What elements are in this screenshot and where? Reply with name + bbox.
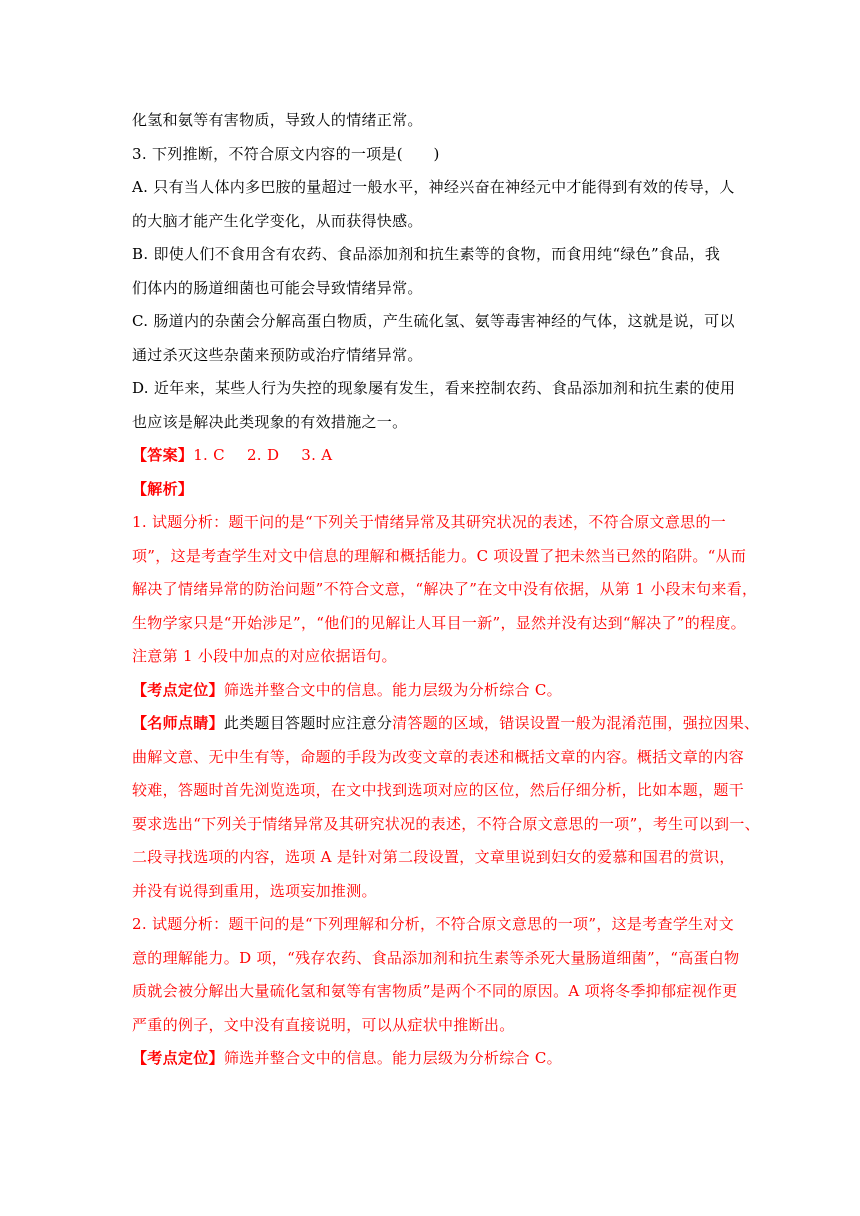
answer-tag: 【答案】 (132, 446, 194, 464)
teacher-tip-line-3: 较难，答题时首先浏览选项，在文中找到选项对应的区位，然后仔细分析，比如本题，题干 (132, 781, 745, 799)
teacher-tip-line-1 (132, 707, 760, 741)
analysis-1-line-5: 注意第 1 小段中加点的对应依据语句。 (132, 647, 397, 665)
question-3: 3. 下列推断，不符合原文内容的一项是( ) (132, 144, 440, 163)
key-point-2-tag: 【考点定位】 (132, 1049, 224, 1067)
teacher-tip-line-6: 并没有说得到重用，选项妄加推测。 (132, 881, 377, 900)
text-line: 化氢和氨等有害物质，导致人的情绪正常。 (132, 111, 423, 129)
option-a-line-2: 的大脑才能产生化学变化，从而获得快感。 (132, 211, 423, 230)
answer-2: 2. D (246, 446, 280, 464)
analysis-1-line-1: 1. 试题分析：题干问的是“下列关于情绪异常及其研究状况的表述，不符合原文意思的一 (132, 513, 727, 531)
option-a-line-1: A. 只有当人体内多巴胺的量超过一般水平，神经兴奋在神经元中才能得到有效的传导，人 (132, 178, 735, 196)
teacher-tip-red-text: 清答题的区域，错误设置一般为混淆范围，强拉因果、 (392, 714, 760, 732)
analysis-1-line-4: 生物学家只是“开始涉足”，“他们的见解让人耳目一新”，显然并没有达到“解决了”的程度。 (132, 613, 746, 632)
analysis-1-line-2: 项”，这是考查学生对文中信息的理解和概括能力。C 项设置了把未然当已然的陷阱。“从而 (132, 546, 747, 565)
analysis-2-line-2: 意的理解能力。D 项，“残存农药、食品添加剂和抗生素等杀死大量肠道细菌”，“高蛋白物 (132, 948, 740, 967)
teacher-tip-tag: 【名师点睛】 (132, 714, 224, 732)
analysis-2-line-4: 严重的例子，文中没有直接说明，可以从症状中推断出。 (132, 1015, 515, 1034)
key-point-1 (132, 674, 728, 708)
teacher-tip-line-5: 二段寻找选项的内容，选项 A 是针对第二段设置，文章里说到妇女的爱慕和国君的赏识， (132, 848, 735, 866)
answer-1: 1. C (193, 446, 225, 464)
key-point-2-text: 筛选并整合文中的信息。能力层级为分析综合 C。 (223, 1049, 562, 1067)
teacher-tip-black-text: 此类题目答题时应注意分 (223, 714, 393, 732)
analysis-2-line-1: 2. 试题分析：题干问的是“下列理解和分析，不符合原文意思的一项”，这是考查学生对文 (132, 915, 735, 933)
analysis-2-line-3: 质就会被分解出大量硫化氢和氨等有害物质”是两个不同的原因。A 项将冬季抑郁症视作更 (132, 982, 738, 1000)
answer-3: 3. A (301, 446, 333, 464)
option-d-line-1: D. 近年来，某些人行为失控的现象屡有发生，看来控制农药、食品添加剂和抗生素的使用 (132, 379, 736, 397)
analysis-tag: 【解析】 (132, 479, 194, 498)
teacher-tip-line-4: 要求选出“下列关于情绪异常及其研究状况的表述，不符合原文意思的一项”，考生可以到一、 (132, 814, 760, 833)
option-c-line-1: C. 肠道内的杂菌会分解高蛋白物质，产生硫化氢、氨等毒害神经的气体，这就是说，可以 (132, 312, 735, 330)
option-b-line-2: 们体内的肠道细菌也可能会导致情绪异常。 (132, 278, 423, 297)
key-point-1-tag: 【考点定位】 (132, 680, 224, 699)
key-point-1-text: 筛选并整合文中的信息。能力层级为分析综合 C。 (223, 680, 562, 699)
answer-line (132, 439, 728, 473)
key-point-2 (132, 1042, 728, 1076)
option-c-line-2: 通过杀灭这些杂菌来预防或治疗情绪异常。 (132, 345, 423, 364)
analysis-1-line-3: 解决了情绪异常的防治问题”不符合文意，“解决了”在文中没有依据，从第 1 小段末句来看， (132, 580, 758, 598)
document-page (132, 104, 760, 1076)
teacher-tip-line-2: 曲解文意、无中生有等，命题的手段为改变文章的表述和概括文章的内容。概括文章的内容 (132, 747, 745, 766)
option-d-line-2: 也应该是解决此类现象的有效措施之一。 (132, 412, 408, 431)
option-b-line-1: B. 即使人们不食用含有农药、食品添加剂和抗生素等的食物，而食用纯“绿色”食品，我 (132, 245, 721, 263)
